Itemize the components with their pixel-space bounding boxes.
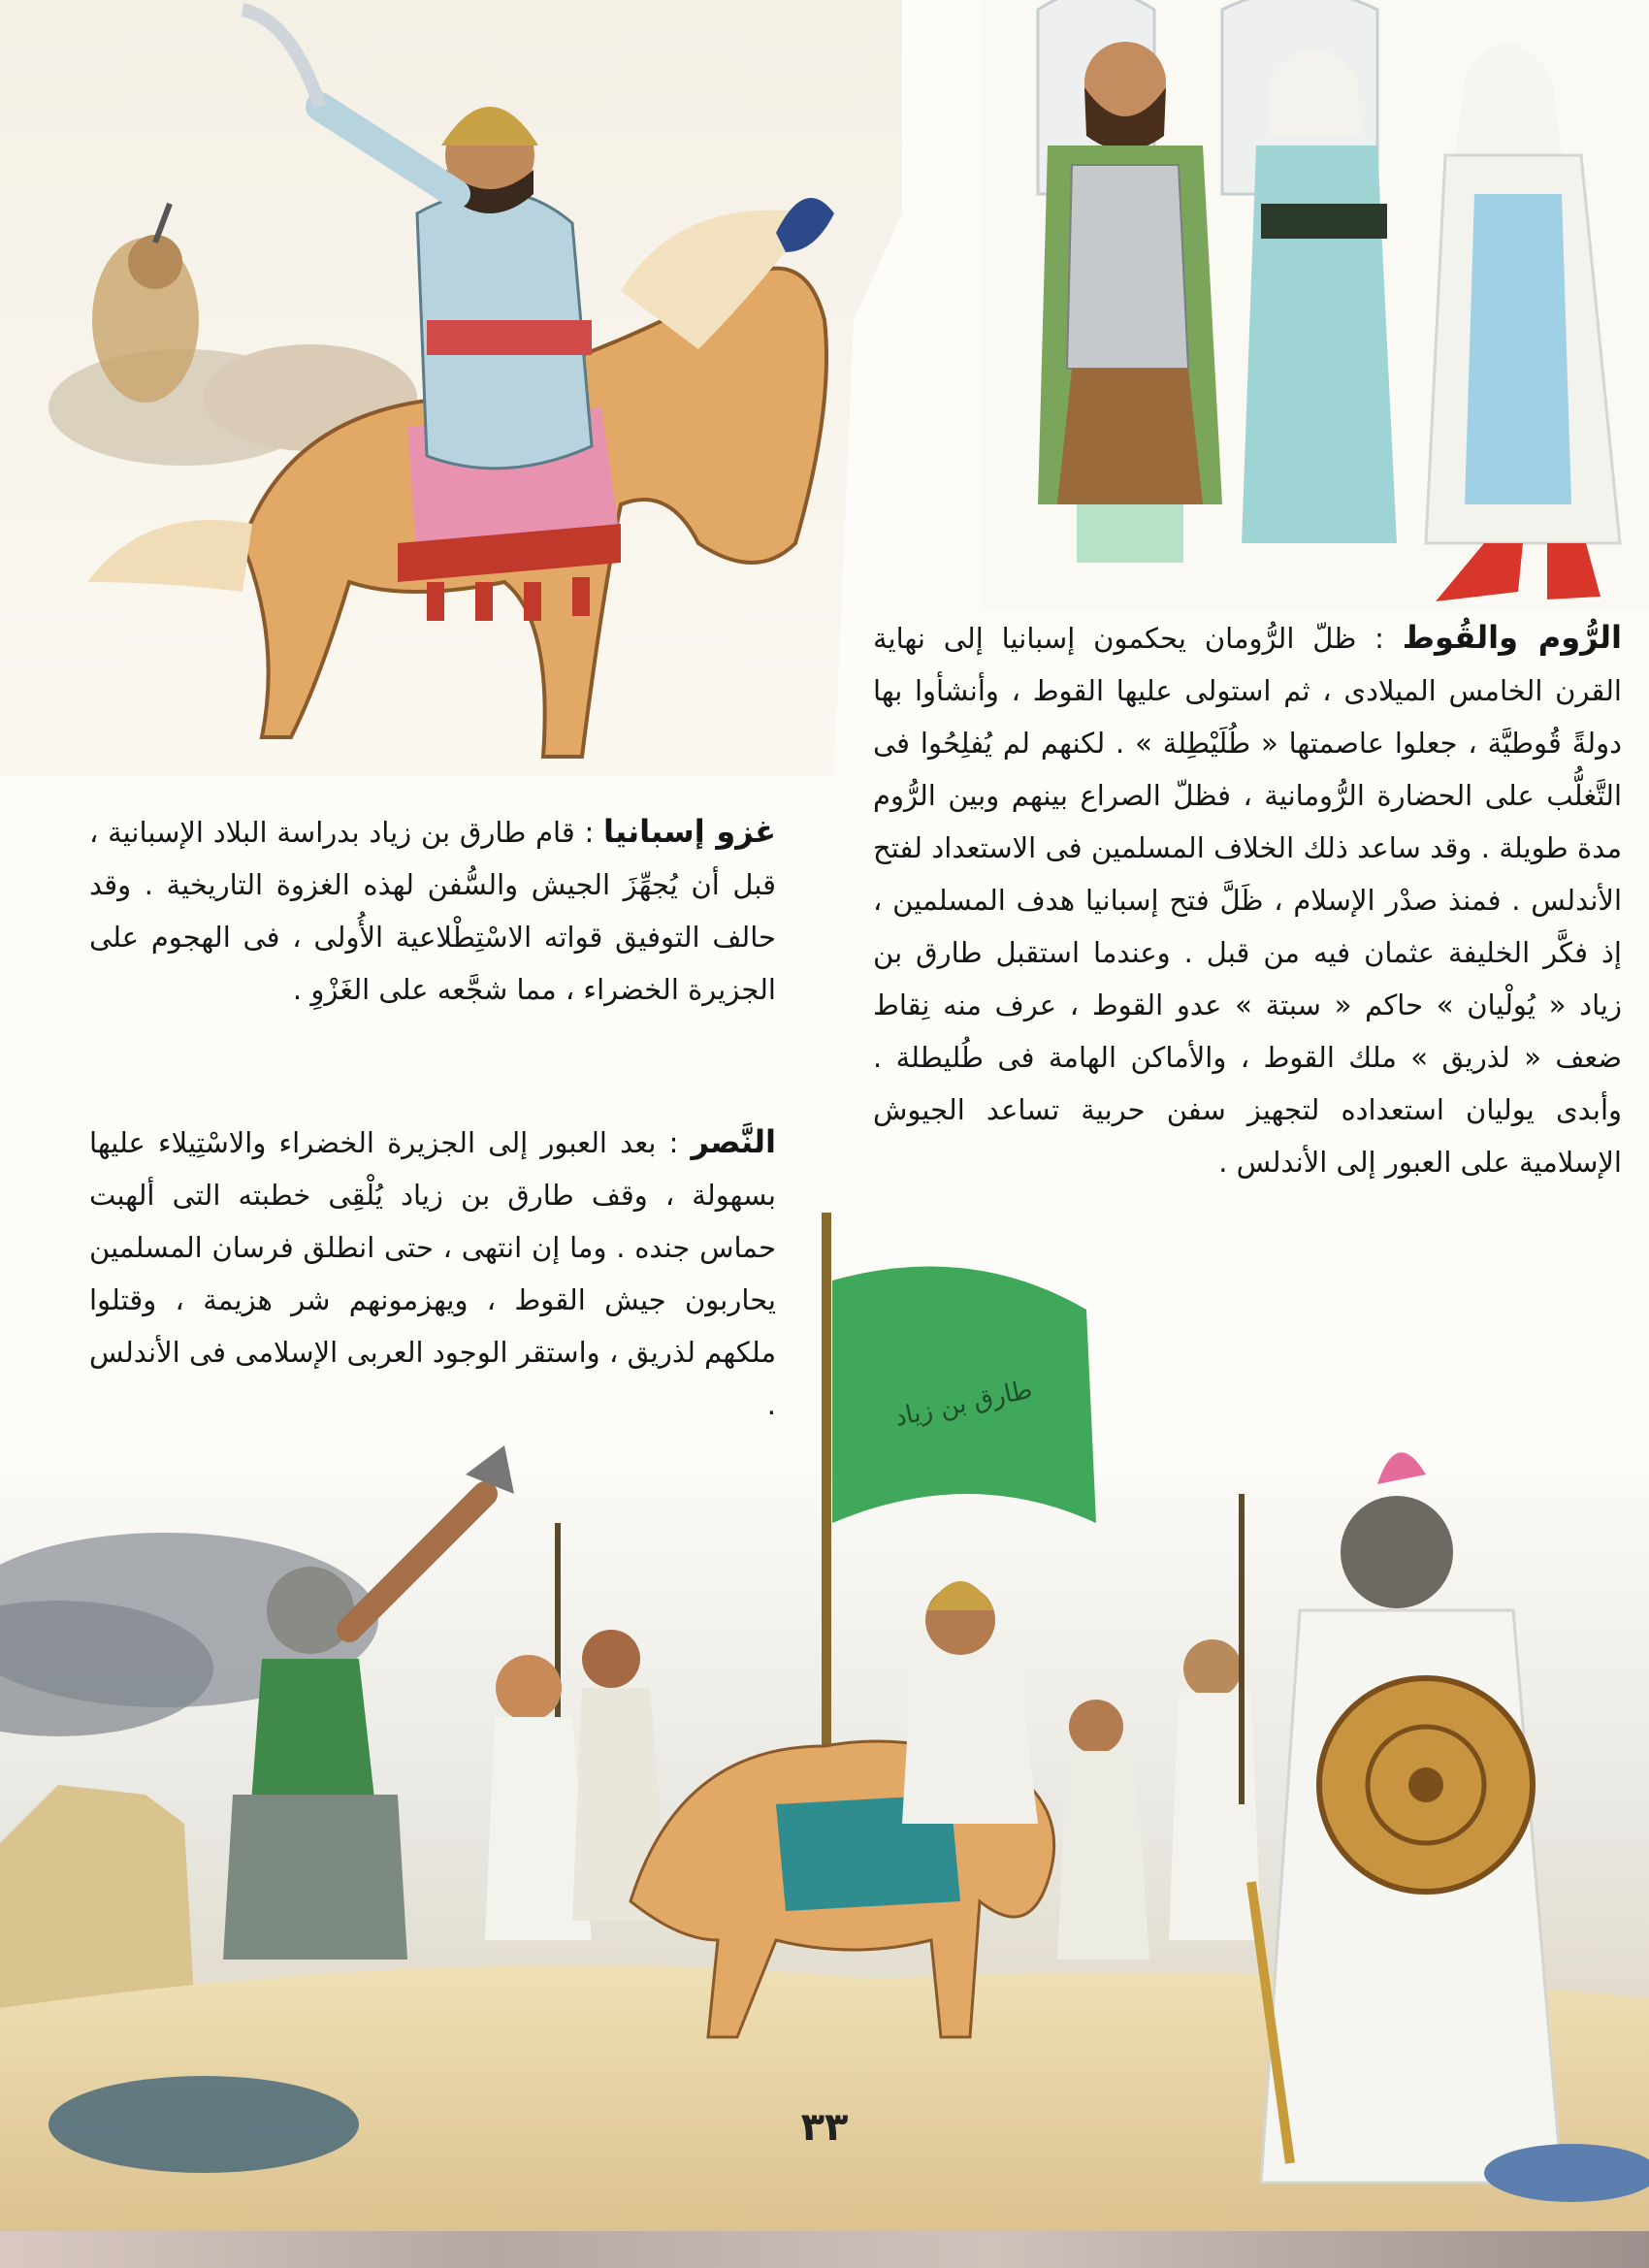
battle-painting-icon: [0, 1203, 1649, 2231]
section-heading: غزو إسبانيا: [603, 813, 777, 850]
page-number: ٣٣: [800, 2105, 849, 2150]
section-heading: الرُّوم والقُوط: [1402, 619, 1622, 656]
section-invasion-spain: [89, 805, 776, 1016]
page-edge-strip: [0, 2231, 1649, 2268]
horseman-illustration: [0, 0, 902, 776]
section-body: : قام طارق بن زياد بدراسة البلاد الإسبانية ، قبل أن يُجهِّزَ الجيش والسُّفن لهذه الغزوة التاريخية . وقد حالف التوفيق قواته الاسْتِطْلاعية الأُولى ، فى الهجوم على الجزيرة الخضراء ، مما شجَّعه على الغَزْوِ .: [89, 816, 776, 1006]
section-body: : ظلّ الرُّومان يحكمون إسبانيا إلى نهاية القرن الخامس الميلادى ، ثم استولى عليها القوط ، وأنشأوا بها دولةً قُوطيَّة ، جعلوا عاصمتها « طُلَيْطِلة » . لكنهم لم يُفلِحُوا فى التَّغلُّب على الحضارة الرُّومانية ، فظلّ الصراع بينهم وبين الرُّوم مدة طويلة . وقد ساعد ذلك الخلاف المسلمين فى الاستعداد لفتح الأندلس . فمنذ صدْر الإسلام ، ظَلَّ فتح إسبانيا هدف المسلمين ، إذ فكَّر الخليفة عثمان فيه من قبل . وعندما استقبل طارق بن زياد « يُولْيان » حاكم « سبتة » عدو القوط ، عرف منه نِقاط ضعف « لذريق » ملك القوط ، والأماكن الهامة فى طُليطلة . وأبدى يوليان استعداده لتجهيز سفن حربية تساعد الجيوش الإسلامية على العبور إلى الأندلس .: [873, 622, 1622, 1179]
section-romans-goths: [873, 611, 1622, 1188]
three-figures-illustration: [980, 0, 1649, 611]
section-heading: النَّصر: [691, 1123, 776, 1160]
battle-illustration: [0, 1203, 1649, 2231]
banner-inscription: طارق بن زياد: [891, 1375, 1035, 1433]
figures-painting-icon: [980, 0, 1649, 611]
section-body: : بعد العبور إلى الجزيرة الخضراء والاسْتِيلاء عليها بسهولة ، وقف طارق بن زياد يُلْقِى خطبته التى ألهبت حماس جنده . وما إن انتهى ، حتى انطلق فرسان المسلمين يحاربون جيش القوط ، ويهزمونهم شر هزيمة ، وقتلوا ملكهم لذريق ، واستقر الوجود العربى الإسلامى فى الأندلس .: [89, 1126, 776, 1421]
horseman-painting-icon: [0, 0, 902, 776]
